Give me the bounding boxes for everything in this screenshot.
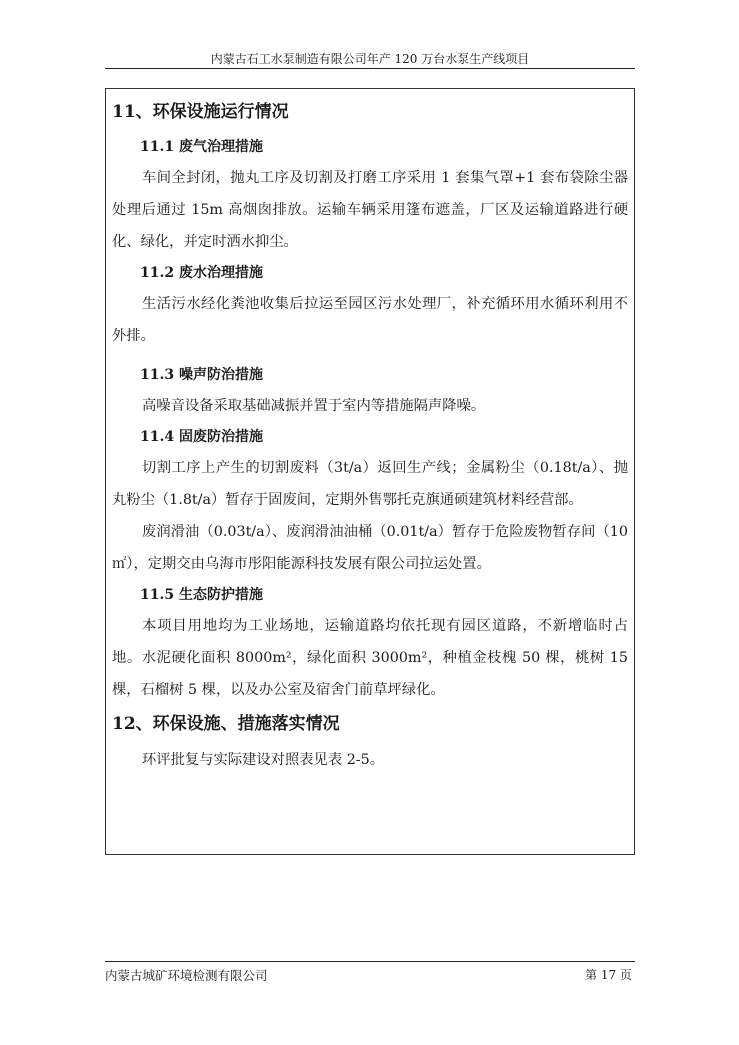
section-11-4-title: 11.4 固废防治措施	[140, 429, 263, 445]
page-number: 第 17 页	[585, 968, 632, 982]
section-11-3-paragraph: 高噪音设备采取基础减振并置于室内等措施隔声降噪。	[142, 398, 486, 414]
section-12-paragraph: 环评批复与实际建设对照表见表 2-5。	[142, 752, 385, 768]
section-11-5-paragraph: 本项目用地均为工业场地，运输道路均依托现有园区道路，不新增临时占地。水泥硬化面积 8000m²，绿化面积 3000m²，种植金枝槐 50 棵，桃树 15 棵，石榴树 5 棵，以及办公室及宿舍门前草坪绿化。	[112, 618, 628, 698]
section-11-3-title: 11.3 噪声防治措施	[140, 367, 263, 383]
section-11-title: 11、环保设施运行情况	[112, 102, 289, 122]
section-11-5-title: 11.5 生态防护措施	[140, 587, 263, 603]
footer-company: 内蒙古城矿环境检测有限公司	[105, 968, 268, 983]
section-11-4-paragraph-2: 废润滑油（0.03t/a）、废润滑油油桶（0.01t/a）暂存于危险废物暂存间（10㎡），定期交由乌海市彤阳能源科技发展有限公司拉运处置。	[112, 524, 628, 572]
page-header: 内蒙古石工水泵制造有限公司年产 120 万台水泵生产线项目	[210, 52, 530, 66]
section-11-2-paragraph: 生活污水经化粪池收集后拉运至园区污水处理厂，补充循环用水循环利用不外排。	[112, 296, 628, 344]
section-12-title: 12、环保设施、措施落实情况	[112, 714, 340, 734]
section-11-4-paragraph-1: 切割工序上产生的切割废料（3t/a）返回生产线；金属粉尘（0.18t/a）、抛丸粉尘（1.8t/a）暂存于固废间，定期外售鄂托克旗通硕建筑材料经营部。	[112, 460, 628, 508]
section-11-1-title: 11.1 废气治理措施	[140, 139, 263, 155]
header-divider	[105, 68, 635, 69]
footer-divider	[105, 961, 635, 962]
document-body	[112, 96, 628, 776]
section-11-1-paragraph: 车间全封闭，抛丸工序及切割及打磨工序采用 1 套集气罩+1 套布袋除尘器处理后通过 15m 高烟囱排放。运输车辆采用篷布遮盖，厂区及运输道路进行硬化、绿化，并定时洒水抑尘。	[112, 170, 628, 250]
section-11-2-title: 11.2 废水治理措施	[140, 265, 263, 281]
